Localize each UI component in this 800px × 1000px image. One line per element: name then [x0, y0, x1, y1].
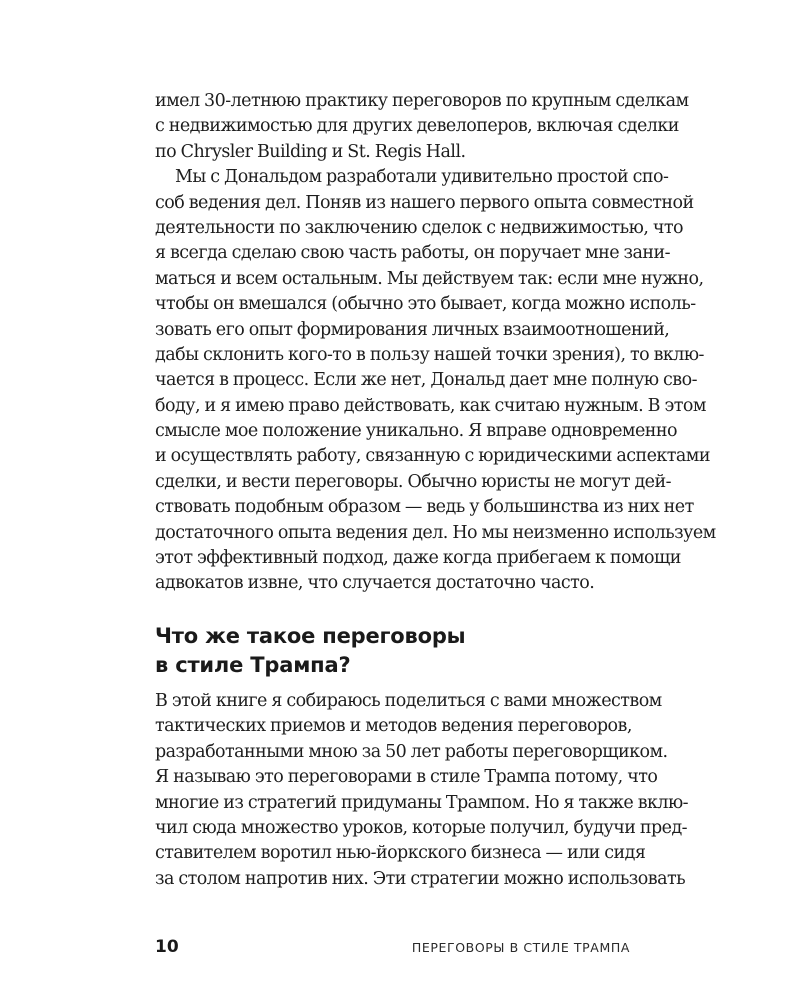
- text-line: В этой книге я собираюсь поделиться с вами множеством: [155, 691, 662, 711]
- text-line: чил сюда множество уроков, которые получил, будучи пред-: [155, 817, 688, 838]
- text-line: деятельности по заключению сделок с недвижимостью, что: [155, 217, 683, 238]
- text-line: чается в процесс. Если же нет, Дональд дает мне полную сво-: [155, 370, 697, 391]
- text-line: зовать его опыт формирования личных взаимоотношений,: [155, 319, 670, 340]
- page-number: 10: [155, 937, 179, 957]
- text-line: адвокатов извне, что случается достаточно часто.: [155, 573, 595, 594]
- text-line: разработанными мною за 50 лет работы переговорщиком.: [155, 741, 668, 762]
- text-line: по Chrysler Building и St. Regis Hall.: [155, 141, 466, 162]
- text-line: с недвижимостью для других девелоперов, включая сделки: [155, 116, 679, 137]
- text-line: этот эффективный подход, даже когда прибегаем к помощи: [155, 548, 681, 569]
- text-line: имел 30-летнюю практику переговоров по крупным сделкам: [155, 91, 689, 111]
- text-line: ствовать подобным образом — ведь у большинства из них нет: [155, 497, 694, 518]
- text-line: и осуществлять работу, связанную с юридическими аспектами: [155, 446, 710, 467]
- text-line: достаточного опыта ведения дел. Но мы неизменно используем: [155, 522, 716, 543]
- text-line: смысле мое положение уникально. Я вправе одновременно: [155, 421, 677, 442]
- section-heading: [155, 622, 635, 680]
- text-line: маться и всем остальным. Мы действуем так: если мне нужно,: [155, 268, 704, 289]
- text-line: тактических приемов и методов ведения переговоров,: [155, 716, 632, 737]
- text-line: боду, и я имею право действовать, как считаю нужным. В этом: [155, 395, 706, 416]
- paragraph-group-bottom: [155, 689, 689, 892]
- paragraph-group-top: [155, 89, 716, 597]
- text-line: соб ведения дел. Поняв из нашего первого опыта совместной: [155, 192, 694, 213]
- text-line: Мы с Дональдом разработали удивительно простой спо-: [175, 167, 669, 188]
- text-line: Я называю это переговорами в стиле Трампа потому, что: [155, 767, 658, 788]
- text-line: сделки, и вести переговоры. Обычно юристы не могут дей-: [155, 471, 671, 492]
- running-head: ПЕРЕГОВОРЫ В СТИЛЕ ТРАМПА: [411, 940, 630, 955]
- section-heading-line: Что же такое переговоры: [155, 624, 466, 648]
- text-line: ставителем воротил нью-йоркского бизнеса — или сидя: [155, 843, 646, 864]
- text-line: дабы склонить кого-то в пользу нашей точки зрения), то вклю-: [155, 344, 704, 365]
- text-line: я всегда сделаю свою часть работы, он поручает мне зани-: [155, 243, 671, 264]
- text-line: за столом напротив них. Эти стратегии можно использовать: [155, 868, 686, 889]
- text-line: чтобы он вмешался (обычно это бывает, когда можно исполь-: [155, 294, 696, 315]
- section-heading-line: в стиле Трампа?: [155, 653, 351, 677]
- text-line: многие из стратегий придуманы Трампом. Но я также вклю-: [155, 792, 689, 813]
